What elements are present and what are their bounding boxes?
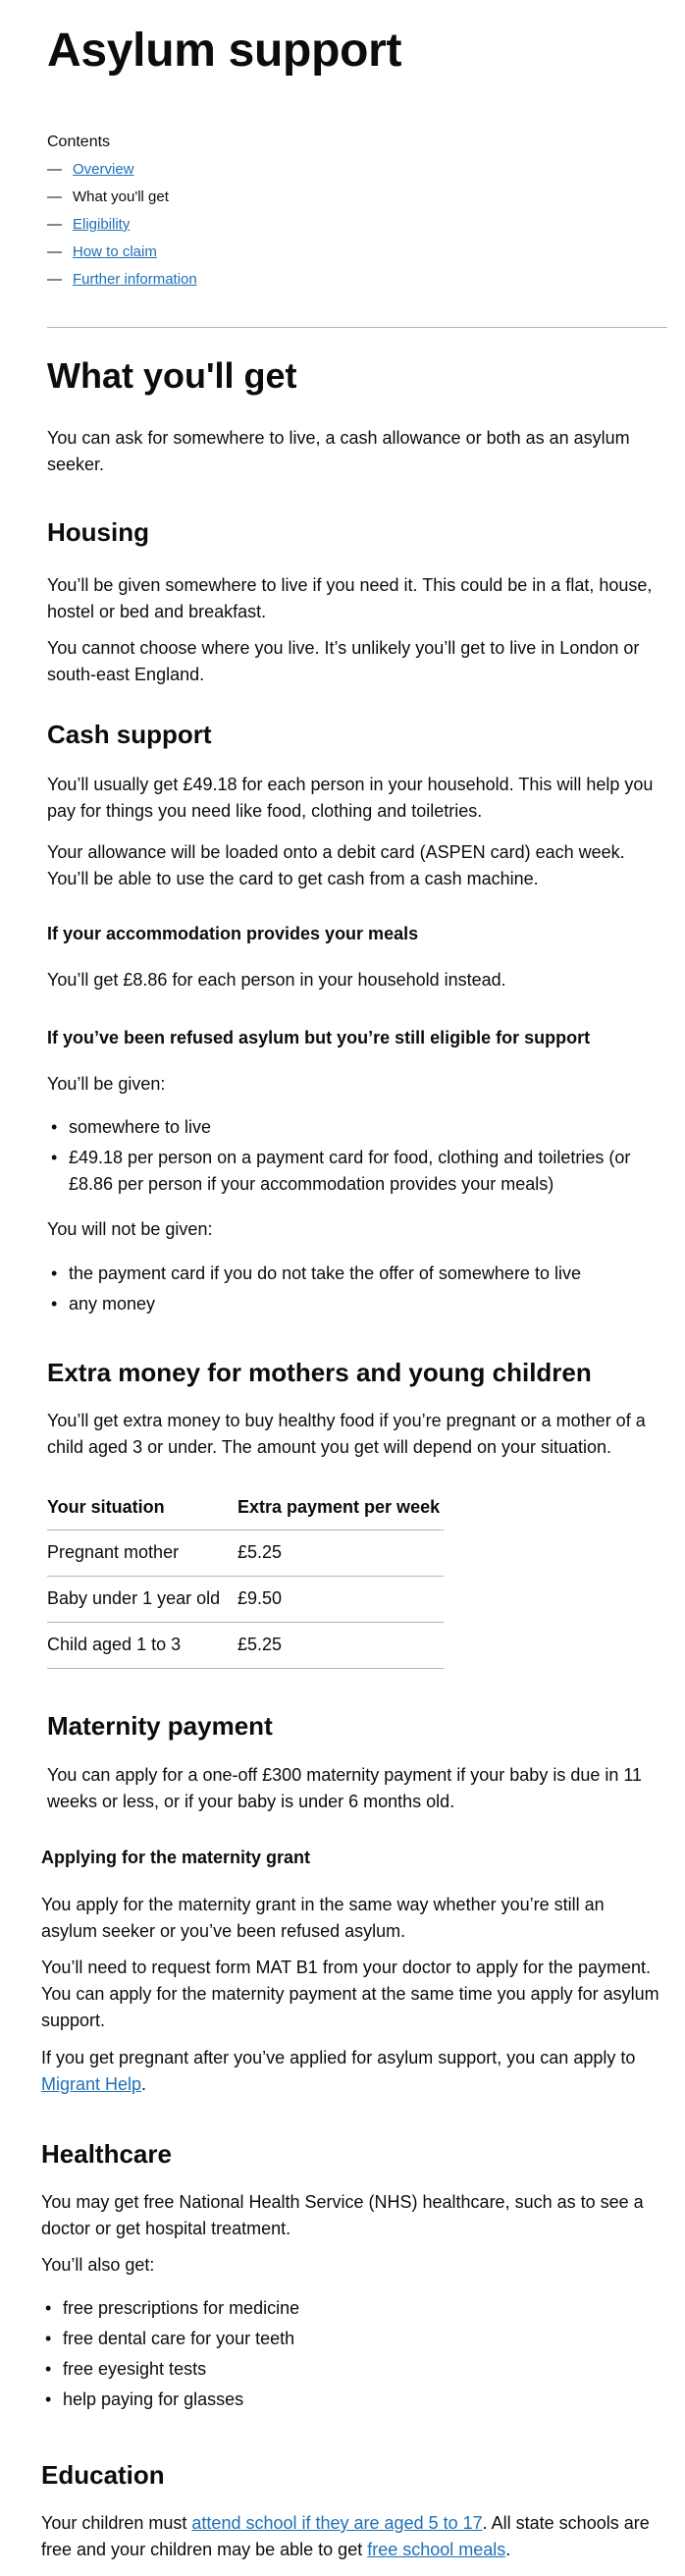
education-heading: Education	[41, 2460, 165, 2490]
table-header-row	[47, 1487, 444, 1530]
list-item: • £49.18 per person on a payment card for food, clothing and toiletries (or £8.86 per person if your accommodation provides your meals)	[47, 1145, 636, 1198]
housing-paragraph-1: You’ll be given somewhere to live if you need it. This could be in a flat, house, hostel or bed and breakfast.	[47, 575, 653, 621]
list-item: • any money	[47, 1291, 636, 1317]
maternity-paragraph-1: You apply for the maternity grant in the same way whether you’re still an asylum seeker or you’ve been refused asylum.	[41, 1895, 605, 1941]
meals-text: You’ll get £8.86 for each person in your household instead.	[47, 970, 506, 990]
table-cell: Baby under 1 year old	[47, 1577, 237, 1623]
list-item: • free eyesight tests	[41, 2356, 630, 2383]
section-heading: What you'll get	[47, 355, 297, 396]
section-intro: You can ask for somewhere to live, a cash allowance or both as an asylum seeker.	[47, 428, 630, 474]
healthcare-paragraph: You may get free National Health Service (NHS) healthcare, such as to see a doctor or get hospital treatment.	[41, 2192, 644, 2238]
contents-item-overview[interactable]: — Overview	[47, 160, 197, 188]
list-item: • somewhere to live	[47, 1114, 636, 1141]
situation-table	[47, 1487, 444, 1669]
migrant-help-link[interactable]: Migrant Help	[41, 2074, 142, 2094]
contents-label: Contents	[47, 134, 111, 150]
column-header-extra-payment: Extra payment per week	[237, 1487, 444, 1530]
list-item: • free prescriptions for medicine	[41, 2295, 630, 2322]
contents-link-eligibility[interactable]: Eligibility	[73, 216, 131, 233]
table-row	[47, 1577, 444, 1623]
list-item: • free dental care for your teeth	[41, 2326, 630, 2352]
contents-item-how-to-claim[interactable]: — How to claim	[47, 242, 197, 270]
maternity-heading: Maternity payment	[47, 1711, 273, 1741]
given-intro: You’ll be given:	[47, 1074, 166, 1094]
table-cell: £5.25	[237, 1623, 444, 1669]
contents-item-what-youll-get: — What you'll get	[47, 188, 197, 215]
list-item: • help paying for glasses	[41, 2387, 630, 2413]
table-row	[47, 1530, 444, 1577]
not-given-intro: You will not be given:	[47, 1219, 213, 1239]
contents-current-item: What you'll get	[73, 188, 169, 205]
extra-money-text: You’ll get extra money to buy healthy food if you’re pregnant or a mother of a child aged 3 or under. The amount you get will depend on your situation.	[47, 1411, 646, 1457]
healthcare-also: You’ll also get:	[41, 2255, 155, 2275]
maternity-grant-heading: Applying for the maternity grant	[41, 1848, 311, 1867]
table-cell: Pregnant mother	[47, 1530, 237, 1577]
meals-heading: If your accommodation provides your meals	[47, 924, 419, 943]
housing-heading: Housing	[47, 517, 149, 547]
extra-money-heading: Extra money for mothers and young children	[47, 1358, 592, 1387]
housing-paragraph-2: You cannot choose where you live. It’s unlikely you’ll get to live in London or south-east England.	[47, 638, 640, 684]
free-school-meals-link[interactable]: free school meals	[367, 2540, 506, 2559]
maternity-paragraph-3: If you get pregnant after you’ve applied for asylum support, you can apply to Migrant Help.	[41, 2048, 636, 2094]
education-paragraph: Your children must attend school if they are aged 5 to 17. All state schools are free and your children may be able to get free school meals.	[41, 2513, 650, 2559]
table-row	[47, 1623, 444, 1669]
maternity-paragraph-2: You’ll need to request form MAT B1 from your doctor to apply for the payment. You can apply for the maternity payment at the same time you apply for asylum support.	[41, 1958, 659, 2030]
contents-link-further-information[interactable]: Further information	[73, 271, 197, 288]
contents-item-further-information[interactable]: — Further information	[47, 270, 197, 297]
table-cell: £5.25	[237, 1530, 444, 1577]
maternity-text: You can apply for a one-off £300 maternity payment if your baby is due in 11 weeks or less, or if your baby is under 6 months old.	[47, 1765, 643, 1811]
not-given-list	[47, 1261, 636, 1321]
column-header-situation: Your situation	[47, 1487, 237, 1530]
section-divider	[47, 327, 667, 328]
healthcare-list	[41, 2295, 630, 2417]
healthcare-heading: Healthcare	[41, 2139, 172, 2169]
cash-paragraph-1: You’ll usually get £49.18 for each person in your household. This will help you pay for things you need like food, clothing and toiletries.	[47, 775, 654, 821]
contents-item-eligibility[interactable]: — Eligibility	[47, 215, 197, 242]
refused-heading: If you’ve been refused asylum but you’re still eligible for support	[47, 1028, 591, 1047]
cash-paragraph-2: Your allowance will be loaded onto a debit card (ASPEN card) each week. You’ll be able to use the card to get cash from a cash machine.	[47, 842, 625, 888]
attend-school-link[interactable]: attend school if they are aged 5 to 17	[191, 2513, 483, 2533]
table-cell: Child aged 1 to 3	[47, 1623, 237, 1669]
given-list	[47, 1114, 636, 1202]
cash-support-heading: Cash support	[47, 720, 212, 749]
contents-link-overview[interactable]: Overview	[73, 161, 134, 178]
contents-link-how-to-claim[interactable]: How to claim	[73, 243, 157, 260]
table-cell: £9.50	[237, 1577, 444, 1623]
contents-list	[47, 160, 197, 297]
list-item: • the payment card if you do not take the offer of somewhere to live	[47, 1261, 636, 1287]
page-title: Asylum support	[47, 25, 402, 77]
